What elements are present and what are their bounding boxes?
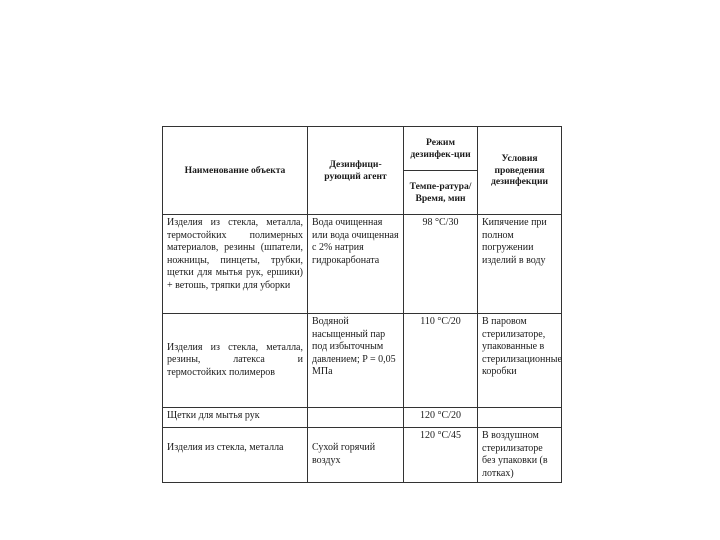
- agent-cell: Сухой горячий воздух: [308, 428, 404, 483]
- agent-cell: [308, 408, 404, 428]
- table-row: [163, 314, 562, 408]
- header-agent: Дезинфици-рующий агент: [308, 127, 404, 215]
- disinfection-table: [162, 126, 562, 483]
- header-temp-time: Темпе-ратура/ Время, мин: [404, 171, 478, 215]
- object-cell: Изделия из стекла, металла, термостойких полимерных материалов, резины (шпатели, ножницы, пинцеты, трубки, щетки для мытья рук, ершики) + ветошь, тряпки для уборки: [163, 215, 308, 314]
- mode-cell: 110 °C/20: [404, 314, 478, 408]
- object-cell: Изделия из стекла, металла: [163, 428, 308, 483]
- mode-cell: 120 °C/45: [404, 428, 478, 483]
- object-cell: Изделия из стекла, металла, резины, латекса и термостойких полимеров: [163, 314, 308, 408]
- conditions-cell: [478, 408, 562, 428]
- header-mode: Режим дезинфек-ции: [404, 127, 478, 171]
- agent-cell: Вода очищенная или вода очищенная с 2% натрия гидрокарбоната: [308, 215, 404, 314]
- agent-cell: Водяной насыщенный пар под избыточным давлением; P = 0,05 МПа: [308, 314, 404, 408]
- table-row: [163, 428, 562, 483]
- header-row: [163, 127, 562, 171]
- mode-cell: 120 °C/20: [404, 408, 478, 428]
- header-conditions: Условия проведения дезинфекции: [478, 127, 562, 215]
- conditions-cell: В паровом стерилизаторе, упакованные в стерилизационные коробки: [478, 314, 562, 408]
- object-cell: Щетки для мытья рук: [163, 408, 308, 428]
- table-row: [163, 215, 562, 314]
- conditions-cell: Кипячение при полном погружении изделий в воду: [478, 215, 562, 314]
- header-object: Наименование объекта: [163, 127, 308, 215]
- table-row: [163, 408, 562, 428]
- conditions-cell: В воздушном стерилизаторе без упаковки (в лотках): [478, 428, 562, 483]
- mode-cell: 98 °C/30: [404, 215, 478, 314]
